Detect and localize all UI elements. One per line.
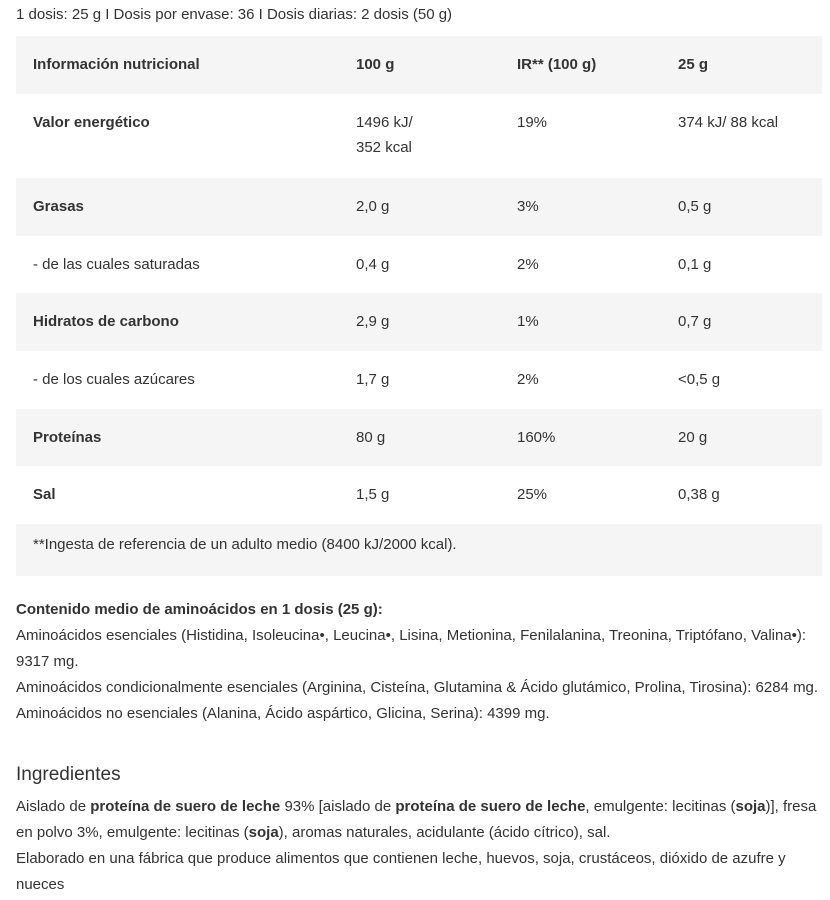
value-ir: 2% xyxy=(517,256,539,273)
value-ir: 160% xyxy=(517,429,556,446)
value-line: 1496 kJ/ xyxy=(356,114,413,131)
nutrient-name: Grasas xyxy=(33,198,84,215)
value-per-100g: 2,9 g xyxy=(356,313,390,330)
text-span: 93% [aislado de xyxy=(280,798,396,815)
nutrient-name: Sal xyxy=(33,486,56,503)
nutrient-name: Proteínas xyxy=(33,429,102,446)
table-row xyxy=(16,466,822,524)
serving-info: 1 dosis: 25 g I Dosis por envase: 36 I Dosis diarias: 2 dosis (50 g) xyxy=(16,6,453,23)
allergen-text: soja xyxy=(248,824,279,841)
header-ir: IR** (100 g) xyxy=(517,56,597,73)
amino-acid-section xyxy=(16,597,822,727)
value-per-100g: 1,5 g xyxy=(356,486,390,503)
text-span: Aislado de xyxy=(16,798,91,815)
table-row xyxy=(16,293,822,351)
value-per-100g: 1,7 g xyxy=(356,371,390,388)
ingredients-text xyxy=(16,794,822,846)
nutrient-name: Hidratos de carbono xyxy=(33,313,179,330)
value-per-25g: 374 kJ/ 88 kcal xyxy=(678,114,779,131)
table-row xyxy=(16,178,822,236)
amino-nonessential: Aminoácidos no esenciales (Alanina, Ácido aspártico, Glicina, Serina): 4399 mg. xyxy=(16,705,550,722)
header-nutrition-info: Información nutricional xyxy=(33,56,200,73)
table-header-row xyxy=(16,36,822,94)
allergen-notice: Elaborado en una fábrica que produce alimentos que contienen leche, huevos, soja, crustáceos, dióxido de azufre y nueces xyxy=(16,850,786,893)
table-row xyxy=(16,409,822,466)
value-per-100g: 0,4 g xyxy=(356,256,390,273)
text-span: , emulgente: lecitinas ( xyxy=(585,798,736,815)
text-span: ), aromas naturales, acidulante (ácido cítrico), sal. xyxy=(278,824,611,841)
table-row xyxy=(16,236,822,293)
nutrition-table xyxy=(16,36,822,576)
value-per-100g: 2,0 g xyxy=(356,198,390,215)
value-ir: 25% xyxy=(517,486,548,503)
amino-essential: Aminoácidos esenciales (Histidina, Isoleucina•, Leucina•, Lisina, Metionina, Fenilalanina, Treonina, Triptófano, Valina•): 9317 mg. xyxy=(16,627,807,670)
value-ir: 1% xyxy=(517,313,539,330)
value-per-25g: 0,7 g xyxy=(678,313,712,330)
value-line: 352 kcal xyxy=(356,139,412,156)
value-per-25g: 20 g xyxy=(678,429,708,446)
table-footnote: **Ingesta de referencia de un adulto medio (8400 kJ/2000 kcal). xyxy=(33,536,457,553)
nutrient-name: - de las cuales saturadas xyxy=(33,256,200,273)
text-span: )], fresa en polvo 3%, emulgente: lecitinas ( xyxy=(16,798,817,841)
value-ir: 19% xyxy=(517,114,548,131)
value-ir: 3% xyxy=(517,198,539,215)
ingredients-section xyxy=(16,794,822,898)
amino-conditional: Aminoácidos condicionalmente esenciales (Arginina, Cisteína, Glutamina & Ácido glutámico, Prolina, Tirosina): 6284 mg. xyxy=(16,679,819,696)
value-per-100g xyxy=(339,94,500,178)
table-row xyxy=(16,94,822,178)
table-row xyxy=(16,351,822,409)
value-per-25g: <0,5 g xyxy=(678,371,721,388)
header-per-100g: 100 g xyxy=(356,56,395,73)
ingredients-title: Ingredientes xyxy=(16,764,121,785)
value-ir: 2% xyxy=(517,371,539,388)
value-per-25g: 0,5 g xyxy=(678,198,712,215)
value-per-25g: 0,38 g xyxy=(678,486,720,503)
value-per-100g: 80 g xyxy=(356,429,386,446)
allergen-text: proteína de suero de leche xyxy=(90,798,281,815)
value-per-25g: 0,1 g xyxy=(678,256,712,273)
allergen-text: proteína de suero de leche xyxy=(395,798,586,815)
amino-heading: Contenido medio de aminoácidos en 1 dosis (25 g): xyxy=(16,601,383,618)
header-per-25g: 25 g xyxy=(678,56,709,73)
allergen-text: soja xyxy=(735,798,766,815)
table-footnote-row xyxy=(16,524,822,576)
nutrient-name: Valor energético xyxy=(33,114,150,131)
nutrient-name: - de los cuales azúcares xyxy=(33,371,195,388)
